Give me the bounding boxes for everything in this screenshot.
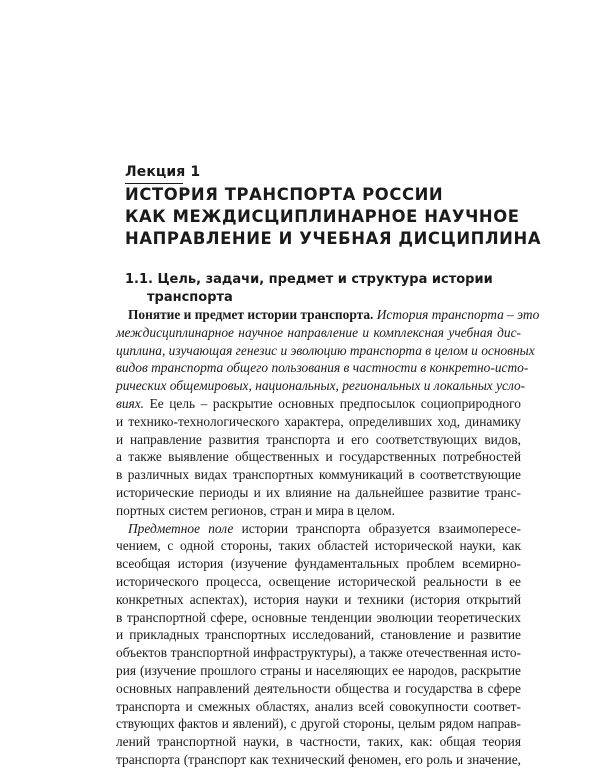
text-line: и направление развития транспорта и его соответствующих видов, <box>116 431 521 447</box>
text-italic: История транспорта – это <box>376 307 540 322</box>
section-heading-line: транспорта <box>147 290 233 305</box>
section-title: Цель, задачи, предмет и структура истории <box>157 272 493 287</box>
text-italic: виях. <box>116 395 145 411</box>
section-heading <box>125 271 525 307</box>
section-heading-line <box>125 271 525 289</box>
text-line: конкретных аспектах), история науки и техники (история открытий <box>116 591 521 607</box>
text-line: рия (изучение прошлого страны и населяющих ее народов, раскрытие <box>116 662 521 678</box>
text-line: и технико-технологического характера, определивших ход, динамику <box>116 413 521 429</box>
text-line <box>116 395 521 413</box>
text-line: ствующих фактов и явлений), с другой стороны, целым рядом направ- <box>116 716 521 732</box>
text-run: Ее цель – раскрытие основных предпосылок социоприродного <box>149 395 521 411</box>
term-bold: Понятие и предмет истории транспорта. <box>128 307 374 322</box>
lecture-title-line: ИСТОРИЯ ТРАНСПОРТА РОССИИ <box>125 185 444 204</box>
text-line: видов транспорта общего пользования в частности в конкретно-исто- <box>116 360 529 376</box>
text-line: всеобщая история (изучение фундаментальных проблем всемирно- <box>116 556 521 572</box>
text-line: исторические периоды и их влияние на дальнейшее развитие транс- <box>116 484 521 500</box>
text-line: а также выявление общественных и государственных потребностей <box>116 449 521 465</box>
lecture-title-line: НАПРАВЛЕНИЕ И УЧЕБНАЯ ДИСЦИПЛИНА <box>125 229 542 248</box>
text-line: основных направлений деятельности общества и государства в сфере <box>116 680 521 696</box>
text-line: в транспортной сфере, основные тенденции эволюции теоретических <box>116 609 521 625</box>
text-line: чением, с одной стороны, таких областей исторической науки, как <box>116 538 521 554</box>
lecture-label: Лекция 1 <box>125 164 201 180</box>
text-line: исторического процесса, освещение исторической реальности в ее <box>116 573 521 589</box>
text-line: портных систем регионов, стран и мира в целом. <box>116 502 395 518</box>
text-line: транспорта (транспорт как технический феномен, его роль и значение, <box>116 751 521 767</box>
body-text <box>116 306 540 769</box>
text-line: лений транспортной науки, в частности, таких, как: общая теория <box>116 734 521 750</box>
text-line: транспорта и смежных областях, анализ всей совокупности соответ- <box>116 698 521 714</box>
lecture-title <box>125 184 545 250</box>
text-line: междисциплинарное научное направление и комплексная учебная дис- <box>116 324 521 340</box>
text-line: в различных видах транспортных коммуникаций в соответствующие <box>116 467 521 483</box>
text-line: и прикладных транспортных исследований, становление и развитие <box>116 627 521 643</box>
text-line: объектов транспортной инфраструктуры), а также отечественная исто- <box>116 645 521 661</box>
text-line: циплина, изучающая генезис и эволюцию транспорта в целом и основных <box>116 342 535 358</box>
text-line <box>116 520 521 538</box>
text-line <box>116 306 540 324</box>
lecture-title-line: КАК МЕЖДИСЦИПЛИНАРНОЕ НАУЧНОЕ <box>125 207 520 226</box>
text-line: рических общемировых, национальных, региональных и локальных усло- <box>116 378 526 394</box>
text-run: истории транспорта образуется взаимопересе- <box>241 520 521 536</box>
section-number: 1.1. <box>125 272 153 287</box>
text-italic: Предметное поле <box>128 520 234 536</box>
